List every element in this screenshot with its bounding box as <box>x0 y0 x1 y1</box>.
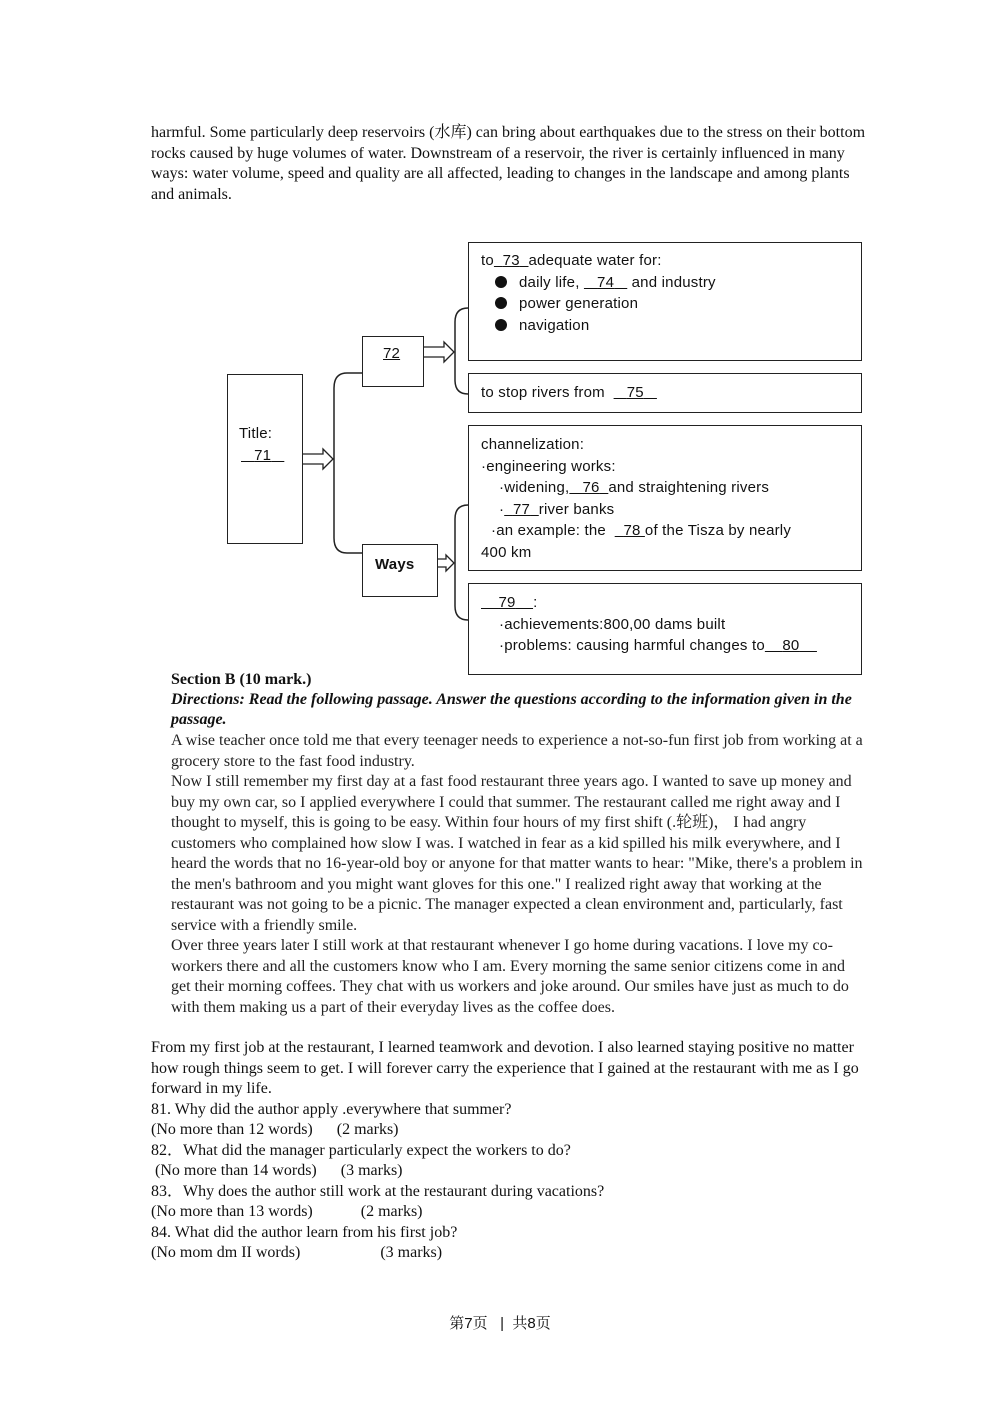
flood-box <box>468 373 862 413</box>
bullet-icon <box>495 319 507 331</box>
title-label: Title: <box>239 425 273 442</box>
passage-paragraph: A wise teacher once told me that every teenager needs to experience a not-so-fun first job from working at a grocery store to the fast food industry. <box>171 732 863 770</box>
box4-colon: : <box>533 594 538 611</box>
box3-line5-post: of the Tisza by nearly <box>644 522 792 539</box>
box1-pre: to <box>481 252 494 269</box>
marks: (2 marks) <box>360 1203 423 1220</box>
purpose-box <box>362 336 424 387</box>
bullet2-text: power generation <box>519 295 639 312</box>
bullet1-pre: daily life, <box>519 273 580 291</box>
channelization-box <box>468 425 862 571</box>
blank-73: 73 <box>502 252 520 269</box>
box3-line3-post: and straightening rivers <box>608 479 770 496</box>
bullet3-text: navigation <box>519 316 590 334</box>
intro-paragraph: harmful. Some particularly deep reservoirs (水库) can bring about earthquakes due to the stress on their bottom rocks caused by huge volumes of water. Downstream of a reservoir, the river is certainly influenced in many ways: water volume, speed and quality are all affected, leading to changes in the landscape and among plants and animals. <box>151 124 866 203</box>
box3-line3-pre: ·widening, <box>499 479 570 496</box>
blank-71: 71 <box>254 446 272 464</box>
ways-box <box>362 544 438 597</box>
purpose-detail-box <box>468 242 862 361</box>
blank-74: 74 <box>597 273 615 291</box>
section-b-directions: Directions: Read the following passage. Answer the questions according to the information given in the passage. <box>171 691 852 728</box>
question-text: 82．What did the manager particularly expect the workers to do? <box>151 1141 571 1159</box>
question-text: 81. Why did the author apply .everywhere that summer? <box>151 1100 512 1118</box>
questions-section <box>151 1038 871 1264</box>
box4-line3-pre: ·problems: causing harmful changes to <box>499 637 765 654</box>
box3-line4-post: river banks <box>538 500 615 518</box>
question-83 <box>151 1182 871 1223</box>
word-limit: (No more than 13 words) <box>151 1203 313 1220</box>
box3-line1: channelization: <box>481 436 585 453</box>
blank-80: 80 <box>782 637 800 654</box>
blank-72: 72 <box>383 345 401 362</box>
page-footer: 第7页 | 共8页 <box>449 1315 551 1332</box>
bullet1-post: and industry <box>631 273 716 291</box>
question-81 <box>151 1100 871 1141</box>
section-b-heading: Section B (10 mark.) <box>171 671 312 688</box>
box3-line2: ·engineering works: <box>481 457 616 475</box>
marks: (2 marks) <box>336 1121 399 1138</box>
ways-label: Ways <box>375 556 415 573</box>
word-limit: (No mom dm II words) <box>151 1244 301 1261</box>
box3-line4-pre: · <box>499 500 505 518</box>
question-84 <box>151 1223 871 1264</box>
closing-paragraph: From my first job at the restaurant, I learned teamwork and devotion. I also learned staying positive no matter how rough things seem to get. I will forever carry the experience that I gained at the restaurant with me as I go forward in my life. <box>151 1039 859 1097</box>
passage-paragraph: Now I still remember my first day at a fast food restaurant three years ago. I wanted to save up money and buy my own car, so I applied everywhere I could that summer. The restaurant called me right away and I thought to myself, this is going to be easy. Within four hours of my first shift (.轮班)， I had angry customers who complained how slow I was. I watched in fear as a kid spilled his milk everywhere, and I heard the words that no 16-year-old boy or anyone for that matter wants to hear: "Mike, there's a problem in the men's bathroom and you might want gloves for this one." I realized right away that working at the restaurant was not going to be a picnic. The manager expected a clean environment and, particularly, fast service with a friendly smile. <box>171 773 863 934</box>
passage-paragraph: Over three years later I still work at that restaurant whenever I go home during vacations. I love my co-workers there and all the customers know who I am. Every morning the same senior citizens come in and get their morning coffees. They chat with us workers and joke around. Our smiles have just as much to do with them making us a part of their everyday lives as the coffee does. <box>171 937 849 1016</box>
blank-77: 77 <box>512 500 531 518</box>
marks: (3 marks) <box>380 1244 443 1261</box>
blank-76: 76 <box>582 479 600 496</box>
blank-78: 78 <box>623 522 641 539</box>
word-limit: (No more than 14 words) <box>151 1162 317 1179</box>
bullet-icon <box>495 276 507 288</box>
word-limit: (No more than 12 words) <box>151 1121 313 1138</box>
question-text: 83．Why does the author still work at the restaurant during vacations? <box>151 1182 605 1200</box>
reading-passage <box>171 731 863 1018</box>
question-82 <box>151 1141 871 1182</box>
box4-line2: ·achievements:800,00 dams built <box>499 615 726 633</box>
box3-line6: 400 km <box>481 543 532 561</box>
bullet-icon <box>495 297 507 309</box>
title-box <box>227 374 303 544</box>
blank-79: 79 <box>498 594 516 611</box>
box3-line5-pre: ·an example: the <box>491 522 606 539</box>
box1-post: adequate water for: <box>528 252 662 269</box>
box2-pre: to stop rivers from <box>481 384 605 401</box>
marks: (3 marks) <box>340 1162 403 1179</box>
dams-box <box>468 583 862 675</box>
blank-75: 75 <box>626 384 644 401</box>
question-text: 84. What did the author learn from his first job? <box>151 1223 458 1241</box>
